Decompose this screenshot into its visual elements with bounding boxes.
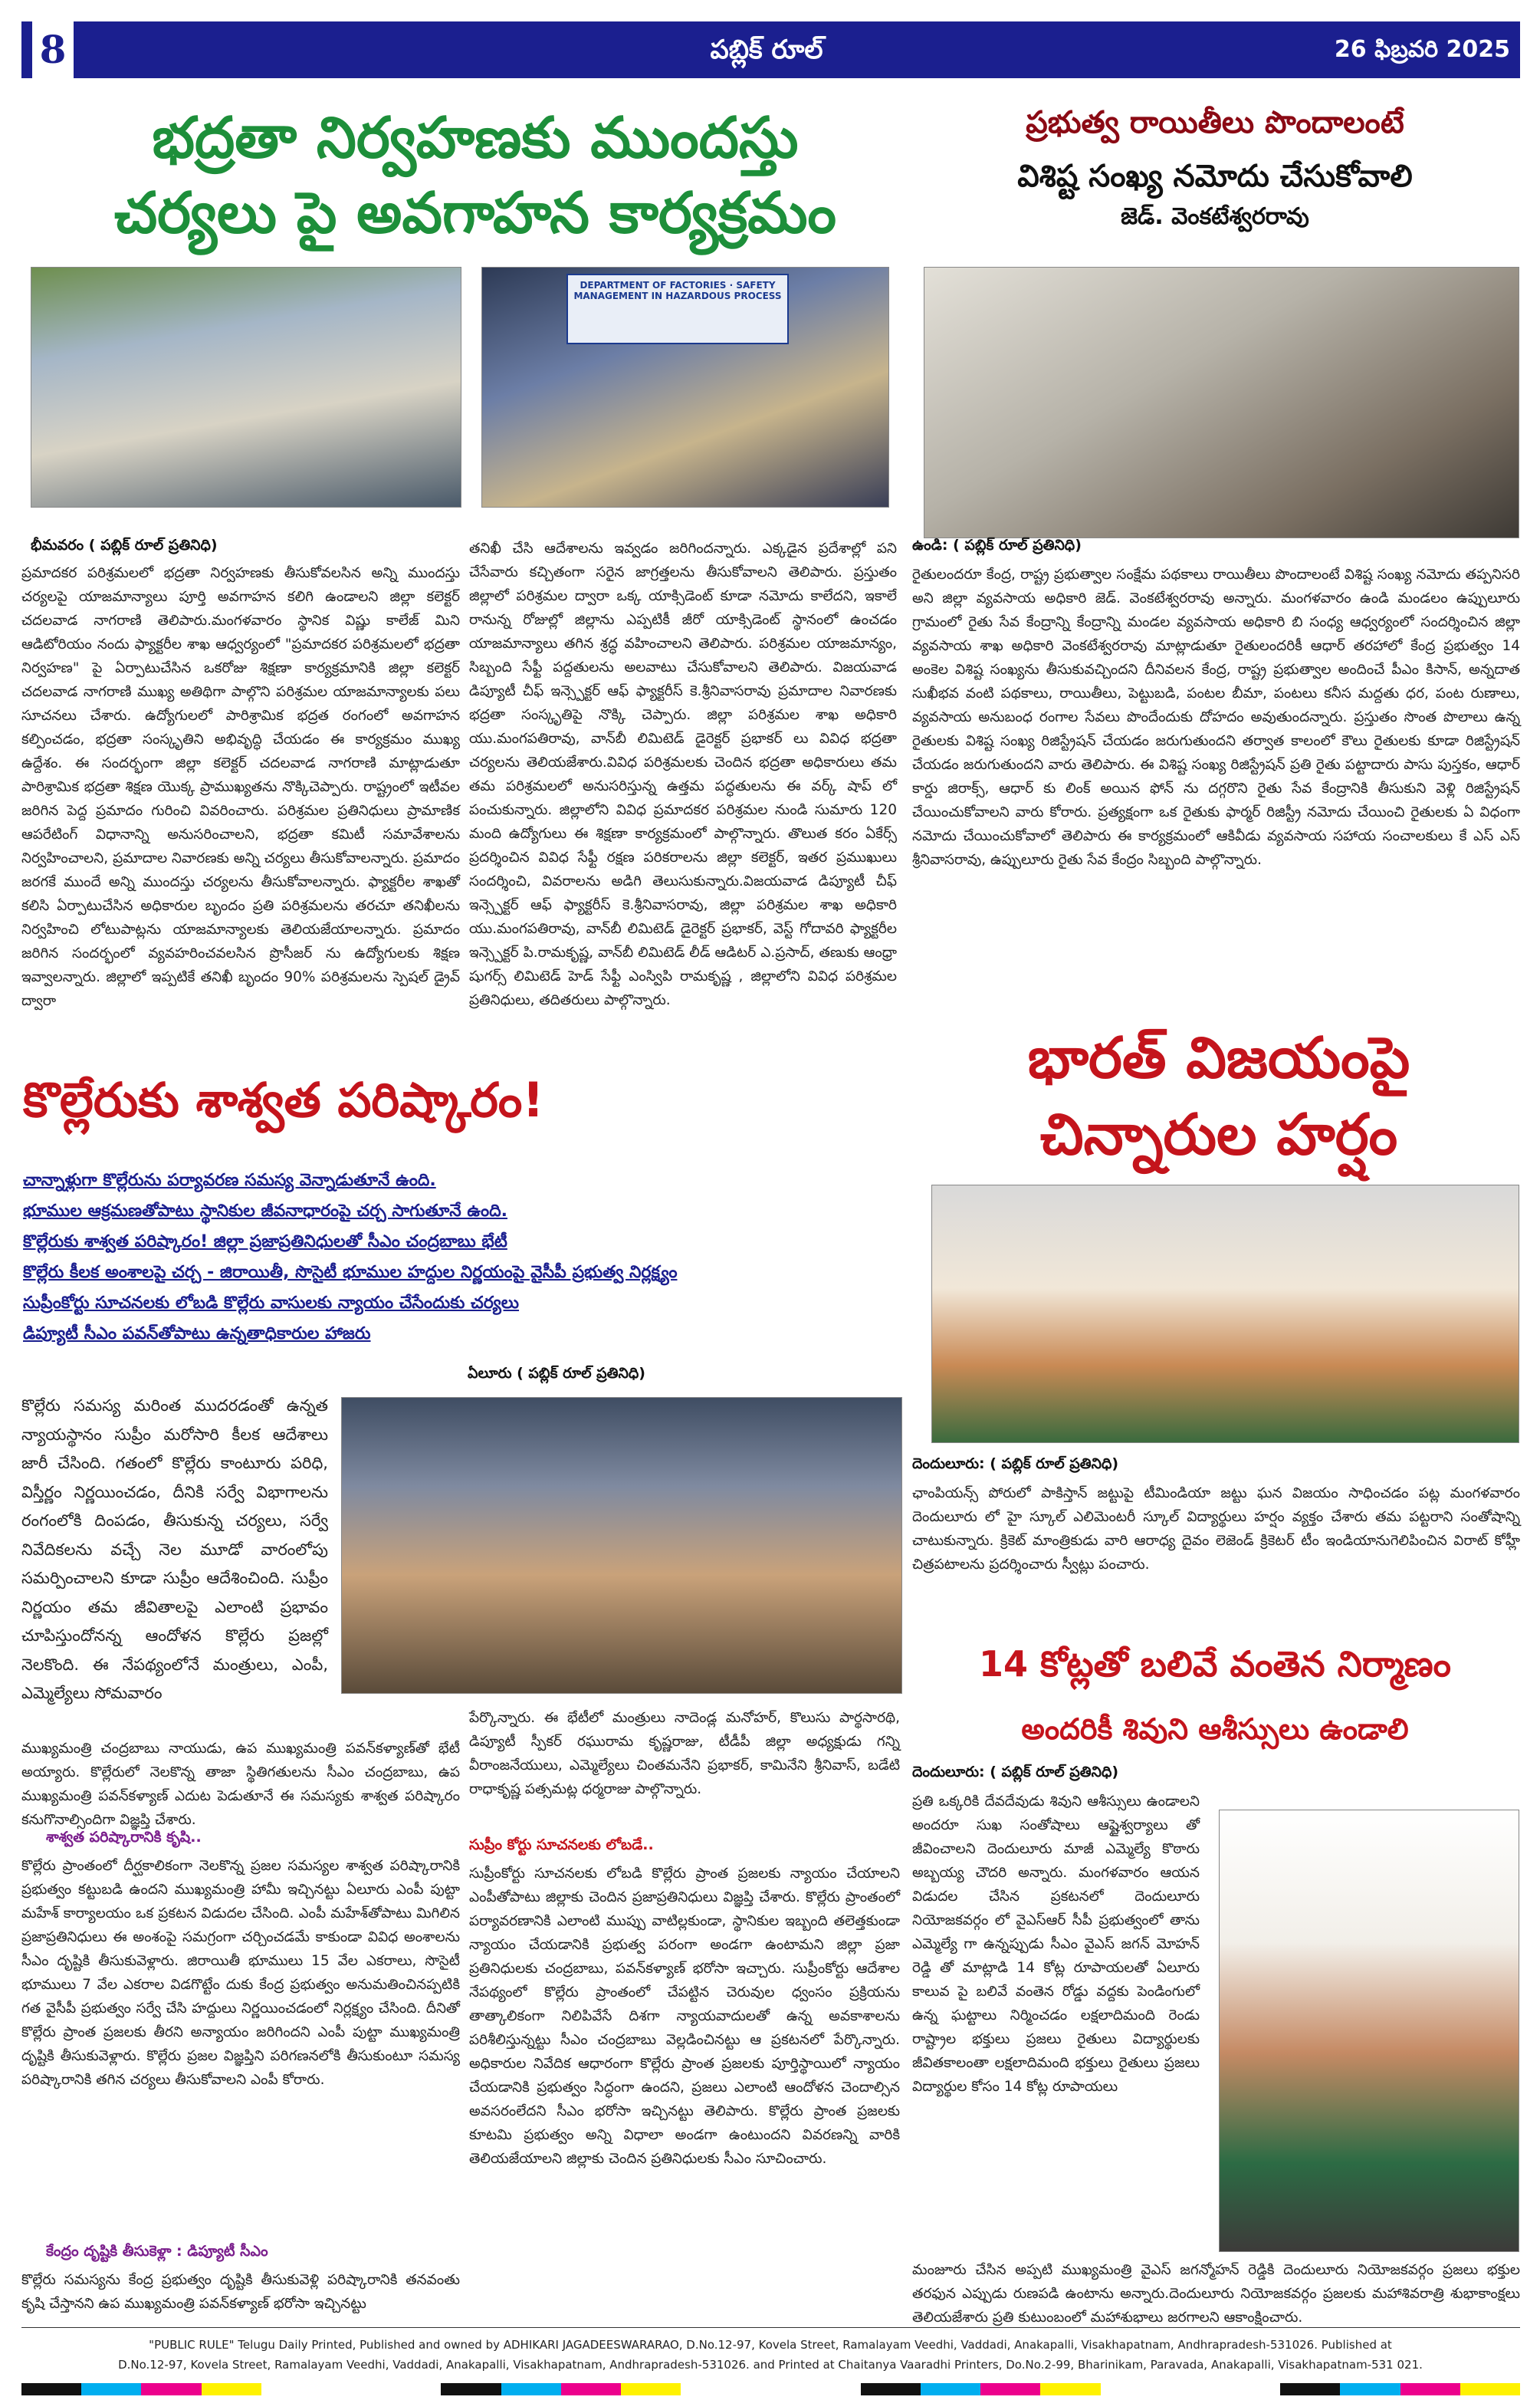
article5-body-full: మంజూరు చేసిన అప్పటి ముఖ్యమంత్రి వైఎస్ జగన్మోహన్ రెడ్డికి దెందులూరు నియోజకవర్గం ప్రజలు భక్తుల తరఫున ఎప్పుడు రుణపడి ఉంటాను అన్నారు.దెందులూరు నియోజకవర్గం ప్రజలకు మహాశివరాత్రి శుభాకాంక్షలు తెలియజేశారు ప్రతి కుటుంబంలో మహాశుభాలు జరగాలని ఆకాంక్షించారు. bbox=[912, 2262, 1520, 2326]
article3-headline: కొల్లేరుకు శాశ్వత పరిష్కారం! bbox=[23, 1072, 544, 1128]
article4-headline-line1: భారత్ విజయంపై bbox=[1027, 1025, 1410, 1091]
page-number: 8 bbox=[32, 21, 74, 78]
article3-bullet-list bbox=[23, 1165, 905, 1350]
article5-photo-leader-portrait bbox=[1219, 1810, 1519, 2252]
article3-column1-c: కొల్లేరు సమస్యను కేంద్ర ప్రభుత్వం దృష్టికి తీసుకువెళ్లి పరిష్కారానికి తనవంతు కృషి చేస్తానని ఉప ముఖ్యమంత్రి పవన్‌కళ్యాణ్ భరోసా ఇచ్చినట్టు bbox=[21, 2272, 460, 2312]
article1-headline-line1: భద్రతా నిర్వహణకు ముందస్తు bbox=[152, 105, 799, 171]
article3-bullet: భూముల ఆక్రమణతోపాటు స్థానికుల జీవనాధారంపై చర్చ సాగుతూనే ఉంది. bbox=[23, 1202, 508, 1221]
article4-headline-line2: చిన్నారుల హర్షం bbox=[1039, 1102, 1398, 1168]
article1-byline: భీమవరం ( పబ్లిక్ రూల్ ప్రతినిధి) bbox=[31, 537, 218, 554]
article1-column1: ప్రమాదకర పరిశ్రమలలో భద్రతా నిర్వహణకు తీసుకోవలసిన అన్ని ముందస్తు చర్యలపై యాజమాన్యాలు పూర్తి అవగాహన కలిగి ఉండాలని జిల్లా కలెక్టర్ చదలవాడ నాగరాణి తెలిపారు.మంగళవారం స్థానిక విష్ణు కాలేజ్ మిని ఆడిటోరియం నందు ఫ్యాక్టరీల శాఖ ఆధ్వర్యంలో "ప్రమాదకర పరిశ్రమలలో భద్రతా నిర్వహణ" పై ఏర్పాటుచేసిన ఒకరోజు శిక్షణా కార్యక్రమానికి జిల్లా కలెక్టర్ చదలవాడ నాగరాణి ముఖ్య అతిథిగా పాల్గొని పరిశ్రమల యాజమాన్యాలకు పలు సూచనలు చేశారు. ఉద్యోగులలో పారిశ్రామిక భద్రత రంగంలో అవగాహన కల్పించడం, భద్రతా సంస్కృతిని అభివృద్ధి చేయడం ఈ కార్యక్రమం ముఖ్య ఉద్దేశం. ఈ సందర్భంగా జిల్లా కలెక్టర్ చదలవాడ నాగరాణి మాట్లాడుతూ పారిశ్రామిక భద్రతా శిక్షణ యొక్క ప్రాముఖ్యతను నొక్కిచెప్పారు. రాష్ట్రంలో ఇటీవల జరిగిన పెద్ద ప్రమాదం గురించి వివరించారు. పరిశ్రమల ప్రతినిధులు ప్రామాణిక ఆపరేటింగ్ విధానాన్ని అనుసరించాలని, భద్రతా కమిటీ సమావేశాలను నిర్వహించాలని, ప్రమాదాల నివారణకు అన్ని చర్యలు తీసుకోవాలన్నారు. ప్రమాదం జరగకే ముందే అన్ని ముందస్తు చర్యలను తీసుకోవాలన్నారు. ఫ్యాక్టరీల శాఖతో కలిసి ఏర్పాటుచేసిన అధికారుల బృందం ప్రతి పరిశ్రమలను తరచూ తనిఖీలను నిర్వహించి లోటుపాట్లను యాజమాన్యాలకు తెలియజేయాలన్నారు. ప్రమాదం జరిగిన సందర్భంలో వ్యవహరించవలసిన ప్రొసీజర్ ను ఉద్యోగులకు శిక్షణ ఇవ్వాలన్నారు. జిల్లాలో ఇప్పటికే తనిఖీ బృందం 90% పరిశ్రమలను స్పెషల్ డ్రైవ్ ద్వారా bbox=[21, 565, 460, 1009]
article3-byline: ఏలూరు ( పబ్లిక్ రూల్ ప్రతినిధి) bbox=[468, 1365, 645, 1382]
article1-photo-workshop-stage bbox=[481, 267, 889, 508]
article3-bullet: కొల్లేరుకు శాశ్వత పరిష్కారం! జిల్లా ప్రజాప్రతినిధులతో సీఎం చంద్రబాబు భేటీ bbox=[23, 1232, 507, 1251]
article3-column2-a: పేర్కొన్నారు. ఈ భేటీలో మంత్రులు నాదెండ్ల మనోహర్, కొలుసు పార్థసారథి, డిప్యూటీ స్పీకర్ రఘురామ కృష్ణరాజు, టీడీపీ జిల్లా అధ్యక్షుడు గన్ని వీరాంజనేయులు, ఎమ్మెల్యేలు చింతమనేని ప్రభాకర్, కామినేని శ్రీనివాస్, బడేటి రాధాకృష్ణ పత్సమట్ల ధర్మరాజు పాల్గొన్నారు. bbox=[469, 1710, 900, 1797]
article1-headline-line2: చర్యలు పై అవగాహన కార్యక్రమం bbox=[113, 180, 837, 246]
article3-bullet: డిప్యూటీ సీఎం పవన్‌తోపాటు ఉన్నతాధికారుల హాజరు bbox=[23, 1324, 371, 1343]
article1-column2: తనిఖీ చేసి ఆదేశాలను ఇవ్వడం జరిగిందన్నారు. ఎక్కడైన ప్రదేశాల్లో పని చేసేవారు కచ్చితంగా సరైన జాగ్రత్తలను తీసుకోవాలని తెలిపారు. ప్రస్తుతం జిల్లాలో పరిశ్రమల ద్వారా ఒక్క యాక్సిడెంట్ కూడా నమోదు కాలేదని, ఇకాలే రానున్న రోజుల్లో జిల్లాను ఎప్పటికీ జీరో యాక్సిడెంట్ స్థానంలో ఉంచడం యాజమాన్యాలు తగిన శ్రద్ధ వహించాలని తెలిపారు. పరిశ్రమల యాజమాన్యం, సిబ్బంది సేఫ్టీ పద్దతులను అలవాటు చేసుకోవాలని తెలిపారు. విజయవాడ డిప్యూటీ చీఫ్ ఇన్స్పెక్టర్ ఆఫ్ ఫ్యాక్టరీస్ కె.శ్రీనివాసరావు ప్రమాదాల నివారణకు భద్రతా సంస్కృతిపై నొక్కి చెప్పారు. జిల్లా పరిశ్రమల శాఖ అధికారి యు.మంగపతిరావు, వాన్‌బీ లిమిటెడ్ డైరెక్టర్ ప్రభాకర్ లు వివిధ భద్రతా చర్యలను తెలియజేశారు.వివిధ పరిశ్రమలకు చెందిన భద్రతా అధికారులు తమ తమ పరిశ్రమలలో అనుసరిస్తున్న ఉత్తమ పద్ధతులను ఈ వర్క్ షాప్ లో పంచుకున్నారు. జిల్లాలోని వివిధ ప్రమాదకర పరిశ్రమల నుండి సుమారు 120 మంది ఉద్యోగులు ఈ శిక్షణా కార్యక్రమంలో పాల్గొన్నారు. తొలుత కరం ఏకేర్స్ ప్రదర్శించిన వివిధ సేఫ్టీ రక్షణ పరికరాలను జిల్లా కలెక్టర్, ఇతర ప్రముఖులు సందర్శించి, వివరాలను అడిగి తెలుసుకున్నారు.విజయవాడ డిప్యూటీ చీఫ్ ఇన్స్పెక్టర్ ఆఫ్ ఫ్యాక్టరీస్ కె.శ్రీనివాసరావు, జిల్లా పరిశ్రమల శాఖ అధికారి యు.మంగపతిరావు, వాన్‌బీ లిమిటెడ్ డైరెక్టర్ ప్రభాకర్, వెస్ట్ గోదావరి ఫ్యాక్టరీల ఇన్స్పెక్టర్ పి.రామకృష్ణ, వాన్‌బీ లిమిటెడ్ లీడ్ ఆడిటర్ ఎ.ప్రసాద్, తణుకు ఆంధ్రా షుగర్స్ లిమిటెడ్ హెడ్ సేఫ్టీ ఎంస్విపి రామకృష్ణ , జిల్లాలోని వివిధ పరిశ్రమల ప్రతినిధులు, తదితరులు పాల్గొన్నారు. bbox=[469, 541, 897, 1008]
article5-subhead: అందరికీ శివుని ఆశీస్సులు ఉండాలి bbox=[1021, 1712, 1409, 1746]
article2-photo-rythu-seva-kendram bbox=[924, 267, 1519, 538]
article4-byline: దెందులూరు: ( పబ్లిక్ రూల్ ప్రతినిధి) bbox=[912, 1455, 1119, 1472]
article3-subhead-deputy-cm: కేంద్రం దృష్టికి తీసుకెళ్లా : డిప్యూటీ సీఎం bbox=[46, 2243, 268, 2260]
color-registration-strip bbox=[21, 2383, 1520, 2395]
article2-body: రైతులందరూ కేంద్ర, రాష్ట్ర ప్రభుత్వాల సంక్షేమ పథకాలు రాయితీలు పొందాలంటే విశిష్ట సంఖ్య నమోదు తప్పనిసరి అని జిల్లా వ్యవసాయ అధికారి జెడ్. వెంకటేశ్వరరావు అన్నారు. మంగళవారం ఉండి మండలం ఉప్పులూరు గ్రామంలో రైతు సేవ కేంద్రాన్ని కేంద్రాన్ని మండల వ్యవసాయ అధికారి బి సంధ్య ఆధ్వర్యంలో సందర్శించిన జిల్లా వ్యవసాయ శాఖ అధికారి వెంకటేశ్వరరావు మాట్లాడుతూ రైతులందరికీ ఆధార్ తరహాలో కేంద్ర ప్రభుత్వం 14 అంకెల విశిష్ట సంఖ్యను తీసుకువచ్చిందని దీనివలన కేంద్ర, రాష్ట్ర ప్రభుత్వాల అందించే పీఎం కిసాన్, అన్నదాత సుఖీభవ వంటి పథకాలు, రాయితీలు, పెట్టుబడి, పంటల బీమా, పంటలు కనీస మద్దతు ధర, పంట రుణాలు, వ్యవసాయ అనుబంధ రంగాల సేవలు పొందేందుకు దోహదం అవుతుందన్నారు. ప్రస్తుతం సొంత పొలాలు ఉన్న రైతులకు విశిష్ట సంఖ్య రిజిస్ట్రేషన్ చేయడం జరుగుతుందని తర్వాత కాలంలో కౌలు రైతులకు కూడా రిజిస్ట్రేషన్ చేయడం జరుగుతుందని వారు తెలిపారు. ఈ విశిష్ట సంఖ్య రిజిస్ట్రేషన్ ప్రతి రైతు పట్టాదారు పాసు పుస్తకం, ఆధార్ కార్డు జిరాక్స్, ఆధార్ కు లింక్ అయిన ఫోన్ ను దగ్గరొని రైతు సేవ కేంద్రానికి తీసుకుని వెళ్లి రిజిస్ట్రేషన్ చేయించుకోవాలని వారు కోరారు. ప్రత్యక్షంగా ఒక రైతుకు ఫార్మర్ రిజిస్ట్రీ నమోదు చేయించి రైతులకు ఏ విధంగా నమోదు చేయించుకోవాలో తెలిపారు ఈ కార్యక్రమంలో ఆకివీడు వ్యవసాయ సహాయ సంచాలకులు కే ఎస్ ఎస్ శ్రీనివాసరావు, ఉప్పులూరు రైతు సేవ కేంద్రం సిబ్బంది పాల్గొన్నారు. bbox=[912, 567, 1520, 868]
article3-column2-b: సుప్రీంకోర్టు సూచనలకు లోబడి కొల్లేరు ప్రాంత ప్రజలకు న్యాయం చేయాలని ఎంపీతోపాటు జిల్లాకు చెందిన ప్రజాప్రతినిధులు విజ్ఞప్తి చేశారు. కొల్లేరు ప్రాంతంలో పర్యావరణానికి ఎలాంటి ముప్పు వాటిల్లకుండా, స్థానికుల ఇబ్బంది తలెత్తకుండా న్యాయం చేయడానికి ప్రభుత్వ పరంగా అండగా ఉంటామని జిల్లా ప్రజా ప్రతినిధులకు చంద్రబాబు, పవన్‌కళ్యాణ్ భరోసా ఇచ్చారు. సుప్రీంకోర్టు ఆదేశాల నేపథ్యంలో కొల్లేరు ప్రాంతంలో చేపట్టిన చెరువుల ధ్వంసం ప్రక్రియను తాత్కాలికంగా నిలిపివేసే దిశగా న్యాయవాదులతో ఉన్న అవకాశాలను పరిశీలిస్తున్నట్టు సీఎం చంద్రబాబు వెల్లడించినట్టు ఆ ప్రకటనలో పేర్కొన్నారు. అధికారుల నివేదిక ఆధారంగా కొల్లేరు ప్రాంత ప్రజలకు పూర్తిస్థాయిలో న్యాయం చేయడానికి ప్రభుత్వం సిద్ధంగా ఉందని, ప్రజలు ఎలాంటి ఆందోళన చెందాల్సిన అవసరంలేదని సీఎం భరోసా ఇచ్చినట్టు తెలిపారు. కొల్లేరు ప్రాంత ప్రజలకు కూటమి ప్రభుత్వం అన్ని విధాలా అండగా ఉంటుందని వివరణన్ని వారికి తెలియజేయాలని జిల్లాకు చెందిన ప్రతినిధులకు సీఎం సూచించారు. bbox=[469, 1866, 900, 2167]
article2-byline: ఉండి: ( పబ్లిక్ రూల్ ప్రతినిధి) bbox=[912, 537, 1082, 554]
newspaper-name: పబ్లిక్ రూల్ bbox=[710, 35, 823, 65]
article4-body: ఛాంపియన్స్ పోరులో పాకిస్తాన్ జట్టుపై టీమిండియా జట్టు ఘన విజయం సాధించడం పట్ల మంగళవారం దెందులూరు లో హై స్కూల్ ఎలిమెంటరీ స్కూల్ విద్యార్థులు హర్షం వ్యక్తం చేశారు తమ పట్టరాని సంతోషాన్ని చాటుకున్నారు. క్రికెట్ మాంత్రికుడు వారి ఆరాధ్య దైవం లెజెండ్ క్రికెటర్ టీం ఇండియానుగెలిపించిన విరాట్ కోహ్లీ చిత్రపటాలను ప్రదర్శించారు స్వీట్లు పంచారు. bbox=[912, 1485, 1520, 1573]
footer-imprint-line2: D.No.12-97, Kovela Street, Ramalayam Veedhi, Vaddadi, Anakapalli, Visakhapatnam, Andhrapradesh-531026. and Printed at Chaitanya Vaaradhi Printers, Do.No.2-99, Bharinikam, Paravada, Anakapalli, Visakhapatnam-531 021. bbox=[118, 2358, 1423, 2372]
article3-subhead-permanent-solution: శాశ్వత పరిష్కారానికి కృషి.. bbox=[46, 1829, 202, 1846]
article3-bullet: చాన్నాళ్లుగా కొల్లేరును పర్యావరణ సమస్య వెన్నాడుతూనే ఉంది. bbox=[23, 1171, 436, 1190]
article1-photo-safety-equipment bbox=[31, 267, 461, 508]
article2-headline-line1: ప్రభుత్వ రాయితీలు పొందాలంటే bbox=[1026, 105, 1404, 140]
article3-subhead-supreme-court: సుప్రీం కోర్టు సూచనలకు లోబడే.. bbox=[469, 1836, 654, 1853]
issue-date: 26 ఫిబ్రవరి 2025 bbox=[1334, 36, 1510, 63]
article5-headline: 14 కోట్లతో బలివే వంతెన నిర్మాణం bbox=[979, 1643, 1451, 1685]
article3-column1-b: కొల్లేరు ప్రాంతంలో దీర్ఘకాలికంగా నెలకొన్న ప్రజల సమస్యల శాశ్వత పరిష్కారానికి ప్రభుత్వం కట్టుబడి ఉందని ముఖ్యమంత్రి హామీ ఇచ్చినట్టు ఏలూరు ఎంపీ పుట్టా మహేశ్ కార్యాలయం ఒక ప్రకటన విడుదల చేసింది. ఎంపీ మహేశ్‌తోపాటు మిగిలిన ప్రజాప్రతినిధులు ఈ అంశంపై సమగ్రంగా చర్చించడమే కాకుండా వివిధ అంశాలను సీఎం దృష్టికి తీసుకువెళ్లారు. జిరాయితీ భూములు 15 వేల ఎకరాలు, సొసైటీ భూములు 7 వేల ఎకరాల విడగొట్టేం దుకు కేంద్ర ప్రభుత్వం అనుమతించినప్పటికి గత వైసీపీ ప్రభుత్వం సర్వే చేసి హద్దులు నిర్ణయించడంలో నిర్లక్ష్యం చేసింది. దీనితో కొల్లేరు ప్రాంత ప్రజలకు తీరని అన్యాయం జరిగిందని ఎంపీ పుట్టా ముఖ్యమంత్రి దృష్టికి తీసుకువెళ్లారు. కొల్లేరు ప్రజల విజ్ఞప్తిని పరిగణనలోకి తీసుకుంటూ సమస్య పరిష్కారానికి తగిన చర్యలు తీసుకోవాలని ఎంపీ కోరారు. bbox=[21, 1858, 460, 2088]
article4-photo-children-celebrating bbox=[931, 1185, 1519, 1443]
article5-body-narrow: ప్రతి ఒక్కరికి దేవదేవుడు శివుని ఆశీస్సులు ఉండాలని అందరూ సుఖ సంతోషాలు ఆష్టైశ్వర్యాలు తో జీవించాలని దెందులూరు మాజీ ఎమ్మెల్యే కొఠారు అబ్బయ్య చౌదరి అన్నారు. మంగళవారం ఆయన విడుదల చేసిన ప్రకటనలో దెందులూరు నియోజకవర్గం లో వైఎస్ఆర్ సీపీ ప్రభుత్వంలో తాను ఎమ్మెల్యే గా ఉన్నప్పుడు సీఎం వైఎస్ జగన్ మోహన్ రెడ్డి తో మాట్లాడి 14 కోట్ల రూపాయలతో ఏలూరు కాలువ పై బలివే వంతెన రోడ్డు వద్దకు పెండింగులో ఉన్న ఘట్టాలు నిర్మించడం లక్షలాదిమంది రెండు రాష్ట్రాల భక్తులు ప్రజలు రైతులు విద్యార్థులకు జీవితకాలంతా లక్షలాదిమంది భక్తులు రైతులు ప్రజలు విద్యార్థుల కోసం 14 కోట్ల రూపాయలు bbox=[912, 1793, 1200, 2095]
article3-column1-top: కొల్లేరు సమస్య మరింత ముదరడంతో ఉన్నత న్యాయస్థానం సుప్రీం మరోసారి కీలక ఆదేశాలు జారీ చేసింది. గతంలో కొల్లేరు కాంటూరు పరిధి, విస్తీర్ణం నిర్ణయించడం, దీనికి సర్వే విభాగాలను రంగంలోకి దింపడం, తీసుకున్న చర్యలు, సర్వే నివేదికలను వచ్చే నెల మూడో వారంలోపు సమర్పించాలని కూడా సుప్రీం ఆదేశించింది. సుప్రీం నిర్ణయం తమ జీవితాలపై ఎలాంటి ప్రభావం చూపిస్తుందోనన్న ఆందోళన కొల్లేరు ప్రజల్లో నెలకొంది. ఈ నేపథ్యంలోనే మంత్రులు, ఎంపీ, ఎమ్మెల్యేలు సోమవారం bbox=[21, 1396, 328, 1702]
article2-author: జెడ్. వెంకటేశ్వరరావు bbox=[1121, 203, 1309, 230]
article5-byline: దెందులూరు: ( పబ్లిక్ రూల్ ప్రతినిధి) bbox=[912, 1764, 1119, 1780]
article3-bullet: కొల్లేరు కీలక అంశాలపై చర్చ - జిరాయితీ, సొసైటీ భూముల హద్దుల నిర్ణయంపై వైసీపీ ప్రభుత్వ నిర్లక్ష్యం bbox=[23, 1263, 678, 1282]
footer-divider bbox=[21, 2327, 1520, 2328]
article3-bullet: సుప్రీంకోర్టు సూచనలకు లోబడి కొల్లేరు వాసులకు న్యాయం చేసేందుకు చర్యలు bbox=[23, 1294, 520, 1313]
article3-column1-mid: ముఖ్యమంత్రి చంద్రబాబు నాయుడు, ఉప ముఖ్యమంత్రి పవన్‌కళ్యాణ్‌తో భేటీ అయ్యారు. కొల్లేరులో నెలకొన్న తాజా స్థితిగతులను సీఎం చంద్రబాబు, ఉప ముఖ్యమంత్రి పవన్‌కళ్యాణ్ ఎదుట పెడుతూనే ఈ సమస్యకు శాశ్వత పరిష్కారం కనుగొనాల్సిందిగా విజ్ఞప్తి చేశారు. bbox=[21, 1741, 460, 1828]
factories-banner: DEPARTMENT OF FACTORIES · SAFETY MANAGEMENT IN HAZARDOUS PROCESS bbox=[566, 274, 789, 344]
footer-imprint-line1: "PUBLIC RULE" Telugu Daily Printed, Published and owned by ADHIKARI JAGADEESWARARAO, D.No.12-97, Kovela Street, Ramalayam Veedhi, Vaddadi, Anakapalli, Visakhapatnam, Andhrapradesh-531026. Published at bbox=[149, 2338, 1392, 2352]
article3-photo-cm-meeting bbox=[341, 1397, 902, 1694]
article2-headline-line2: విశిష్ట సంఖ్య నమోదు చేసుకోవాలి bbox=[1017, 159, 1413, 194]
